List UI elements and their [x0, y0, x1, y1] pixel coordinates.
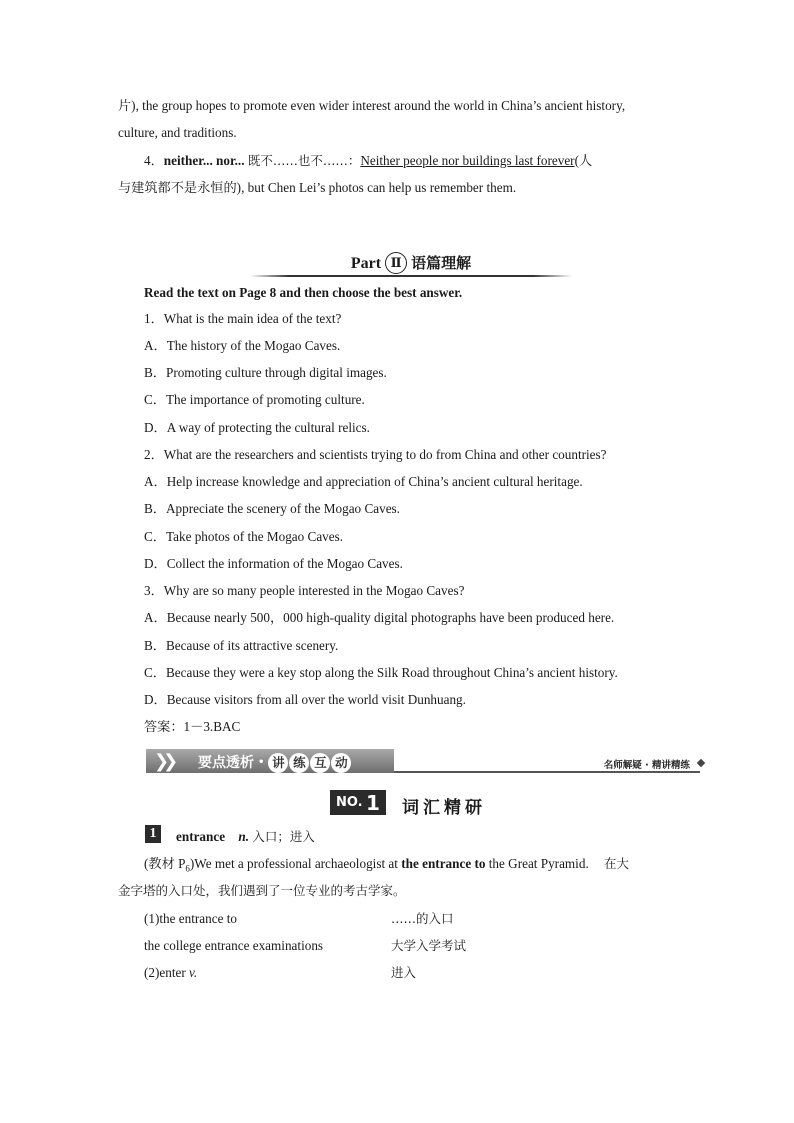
phrase-3-word: (2)enter — [144, 965, 190, 980]
double-chevron-icon: ❯❯ — [154, 751, 173, 772]
q2-option-c: C．Take photos of the Mogao Caves. — [144, 529, 344, 544]
banner-char-2: 练 — [289, 753, 309, 773]
phrase-3-zh: 进入 — [391, 965, 417, 980]
example-translation-end: 金字塔的入口处，我们遇到了一位专业的考古学家。 — [118, 883, 406, 898]
q2-option-d: D．Collect the information of the Mogao Caves. — [144, 556, 403, 571]
section-no-number: 1 — [366, 791, 380, 815]
part-heading-rule — [250, 275, 572, 277]
section-banner — [146, 749, 706, 775]
part-2-heading — [250, 250, 572, 278]
q1-option-a: A．The history of the Mogao Caves. — [144, 338, 341, 353]
banner-left-text: 要点透析 — [198, 755, 254, 771]
diamond-icon — [697, 759, 705, 767]
word-headword: entrance — [176, 829, 226, 844]
q2-option-b: B．Appreciate the scenery of the Mogao Caves. — [144, 501, 400, 516]
part-label: Part — [350, 255, 382, 272]
example-source: (教材 P — [144, 856, 186, 871]
phrase-1-zh: ……的入口 — [391, 911, 454, 926]
intro-line-2: culture, and traditions. — [118, 125, 237, 140]
question-1: 1．What is the main idea of the text? — [144, 311, 342, 326]
item-4-line-2: 与建筑都不是永恒的), but Chen Lei’s photos can help us remember them. — [118, 180, 517, 195]
q2-option-a: A．Help increase knowledge and appreciation of China’s ancient cultural heritage. — [144, 474, 583, 489]
example-sentence — [144, 855, 629, 878]
item-4-tail: (人 — [574, 153, 593, 168]
section-title: 词汇精研 — [402, 798, 486, 818]
intro-line-1: 片), the group hopes to promote even wider interest around the world in China’s ancient history, — [118, 98, 626, 113]
question-2: 2．What are the researchers and scientists trying to do from China and other countries? — [144, 447, 607, 462]
word-entry-header — [176, 828, 315, 846]
phrase-2-en: the college entrance examinations — [144, 938, 324, 953]
banner-title — [198, 752, 352, 773]
example-page: 6 — [185, 863, 190, 874]
example-pre: )We met a professional archaeologist at — [189, 856, 402, 871]
phrase-1-en: (1)the entrance to — [144, 911, 237, 926]
q3-option-a: A．Because nearly 500，000 high-quality digital photographs have been produced here. — [144, 610, 615, 625]
phrase-3-en — [144, 964, 197, 982]
banner-underline — [394, 771, 700, 773]
banner-dot: • — [258, 757, 265, 768]
instruction: Read the text on Page 8 and then choose the best answer. — [144, 285, 463, 300]
q3-option-c: C．Because they were a key stop along the Silk Road throughout China’s ancient history. — [144, 665, 618, 680]
q3-option-d: D．Because visitors from all over the world visit Dunhuang. — [144, 692, 466, 707]
q1-option-b: B．Promoting culture through digital images. — [144, 365, 387, 380]
word-pos: n. — [238, 829, 250, 844]
section-number-badge — [330, 790, 386, 815]
item-4-phrase: neither... nor... — [163, 153, 245, 168]
example-translation-start: 在大 — [604, 856, 630, 871]
roman-two-badge: Ⅱ — [385, 252, 407, 274]
example-post: the Great Pyramid. — [485, 856, 589, 871]
section-no-label: NO. — [336, 795, 363, 810]
banner-char-1: 讲 — [268, 753, 288, 773]
q1-option-d: D．A way of protecting the cultural relics. — [144, 420, 370, 435]
question-3: 3．Why are so many people interested in the Mogao Caves? — [144, 583, 465, 598]
item-4-number: 4． — [144, 153, 164, 168]
word-number-badge: 1 — [145, 825, 161, 843]
part-title: 语篇理解 — [411, 254, 472, 272]
item-4-line-1 — [144, 152, 592, 170]
word-meaning: 入口；进入 — [252, 829, 315, 844]
phrase-3-pos: v. — [189, 965, 198, 980]
q3-option-b: B．Because of its attractive scenery. — [144, 638, 339, 653]
banner-char-4: 动 — [331, 753, 351, 773]
q1-option-c: C．The importance of promoting culture. — [144, 392, 365, 407]
example-bold: the entrance to — [401, 856, 486, 871]
item-4-meaning: 既不……也不……： — [247, 153, 361, 168]
item-4-example: Neither people nor buildings last forever — [360, 153, 575, 168]
answer-key: 答案：1－3.BAC — [144, 719, 241, 734]
phrase-2-zh: 大学入学考试 — [391, 938, 467, 953]
banner-right-text: 名师解疑 · 精讲精练 — [603, 760, 690, 771]
banner-char-3: 互 — [310, 753, 330, 773]
